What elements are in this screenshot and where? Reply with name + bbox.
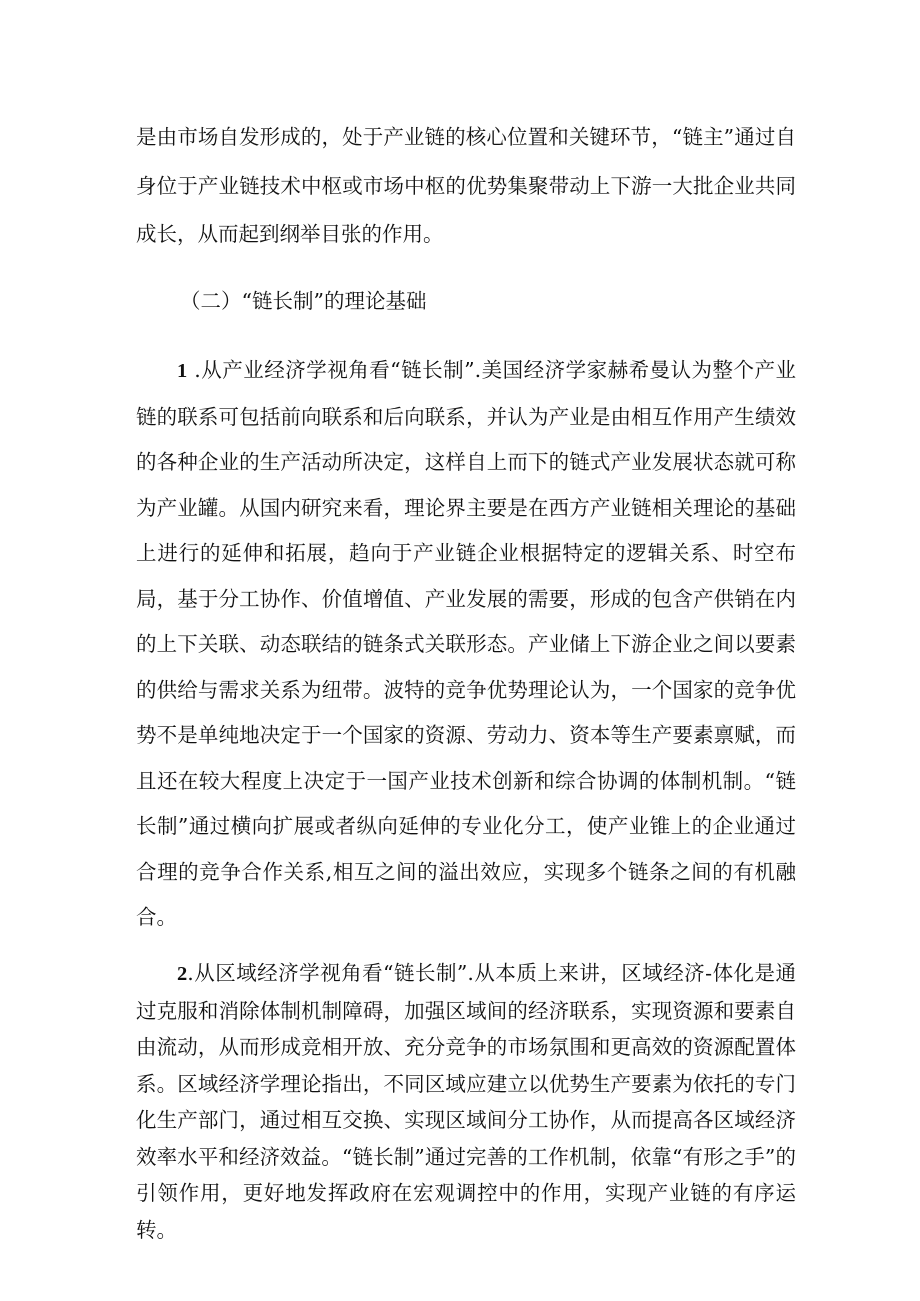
intro-paragraph: 是由市场自发形成的，处于产业链的核心位置和关键环节，“链主”通过自身位于产业链技术中枢或市场中枢的优势集聚带动上下游一大批企业共同成长，从而起到纲举目张的作用。 [136, 125, 796, 246]
item-2-number: 2 [177, 963, 188, 985]
item-1-paragraph [136, 348, 796, 941]
item-1-number: 1 [177, 360, 188, 382]
section-heading: （二）“链长制”的理论基础 [180, 289, 427, 313]
item-2-paragraph [136, 955, 796, 1248]
item-1-text: .从产业经济学视角看“链长制”.美国经济学家赫希曼认为整个产业链的联系可包括前向联系和后向联系，并认为产业是由相互作用产生绩效的各种企业的生产活动所决定，这样自上而下的链式产业发展状态就可称为产业罐。从国内研究来看，理论界主要是在西方产业链相关理论的基础上进行的延伸和拓展，趋向于产业链企业根据特定的逻辑关系、时空布局，基于分工协作、价值增值、产业发展的需要，形成的包含产供销在内的上下关联、动态联结的链条式关联形态。产业储上下游企业之间以要素的供给与需求关系为纽带。波特的竞争优势理论认为，一个国家的竞争优势不是单纯地决定于一个国家的资源、劳动力、资本等生产要素禀赋，而且还在较大程度上决定于一国产业技术创新和综合协调的体制机制。“链长制”通过横向扩展或者纵向延伸的专业化分工，使产业锥上的企业通过合理的竞争合作关系,相互之间的溢出效应，实现多个链条之间的有机融合。 [136, 358, 796, 929]
item-2-text: .从区域经济学视角看“链长制”.从本质上来讲，区域经济-体化是通过克服和消除体制机制障碍，加强区域间的经济联系，实现资源和要素自由流动，从而形成竞相开放、充分竞争的市场氛围和更高效的资源配置体系。区域经济学理论指出，不同区域应建立以优势生产要素为依托的专门化生产部门，通过相互交换、实现区域间分工协作，从而提高各区域经济效率水平和经济效益。“链长制”通过完善的工作机制，依靠“有形之手”的引领作用，更好地发挥政府在宏观调控中的作用，实现产业链的有序运转。 [136, 961, 796, 1242]
